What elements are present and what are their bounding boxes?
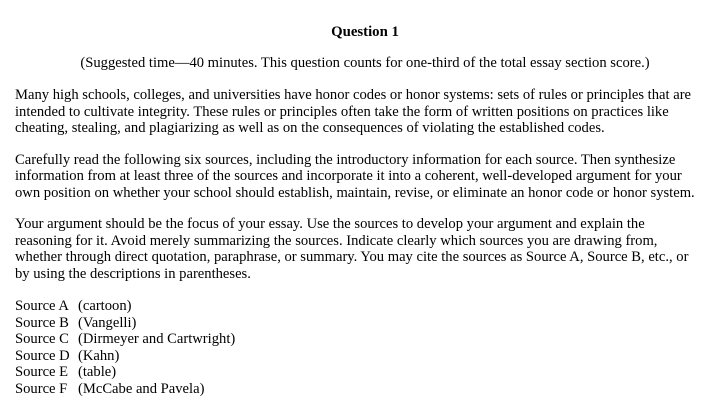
source-description: (Vangelli) (78, 314, 137, 331)
suggested-time-note: (Suggested time—40 minutes. This question counts for one-third of the total essay section score.) (80, 54, 650, 71)
source-label: Source B (15, 314, 69, 331)
source-list-item (15, 315, 705, 332)
source-list (15, 298, 705, 397)
source-description: (Dirmeyer and Cartwright) (78, 331, 236, 347)
argument-guidance-paragraph: Your argument should be the focus of your essay. Use the sources to develop your argument and explain the reasoning for it. Avoid merely summarizing the sources. Indicate clearly which sources you are drawing from, whether through direct quotation, paraphrase, or summary. You may cite the sources as Source A, Source B, etc., or by using the descriptions in parentheses. (15, 216, 689, 282)
question-title: Question 1 (331, 24, 399, 40)
intro-paragraph: Many high schools, colleges, and universities have honor codes or honor systems: sets of rules or principles that are intended to cultivate integrity. These rules or principles often take the form of written positions on practices like cheating, stealing, and plagiarizing as well as on the consequences of violating the established codes. (15, 87, 692, 136)
source-list-item (15, 348, 705, 365)
source-label: Source F (15, 380, 68, 397)
source-list-item (15, 331, 705, 348)
source-list-item (15, 364, 705, 381)
source-description: (cartoon) (78, 298, 132, 314)
source-description: (Kahn) (78, 347, 120, 364)
source-label: Source D (15, 347, 70, 364)
source-list-item (15, 381, 705, 398)
source-description: (table) (78, 364, 117, 380)
source-label: Source C (15, 331, 69, 347)
document-page (15, 24, 705, 397)
source-label: Source E (15, 364, 69, 380)
source-label: Source A (15, 298, 69, 314)
instructions-paragraph: Carefully read the following six sources, including the introductory information for each source. Then synthesize information from at least three of the sources and incorporate it into a coherent, well-developed argument for your own position on whether your school should establish, maintain, revise, or eliminate an honor code or honor system. (15, 151, 695, 201)
source-list-item (15, 298, 705, 315)
source-description: (McCabe and Pavela) (78, 380, 205, 397)
